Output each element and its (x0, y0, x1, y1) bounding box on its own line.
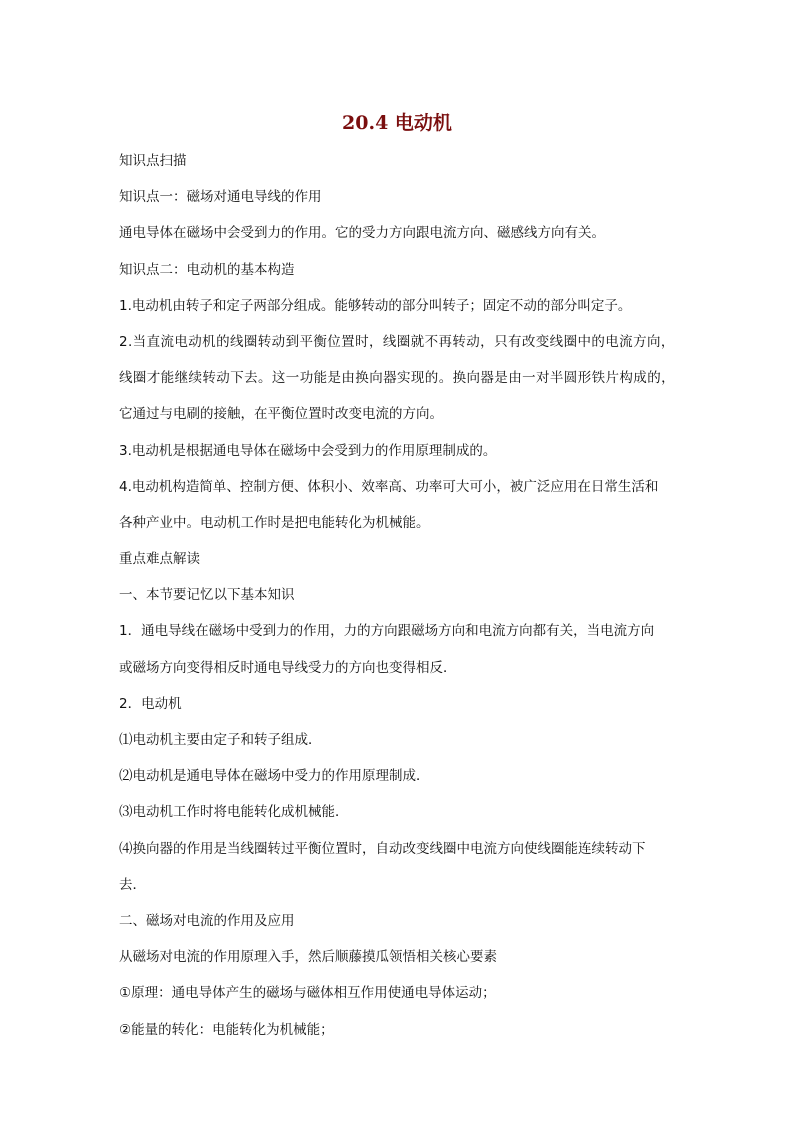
list-item: ①原理：通电导体产生的磁场与磁体相互作用使通电导体运动； (119, 985, 496, 1002)
paragraph-line: 通电导体在磁场中会受到力的作用。它的受力方向跟电流方向、磁感线方向有关。 (119, 225, 605, 242)
list-item: ⑶电动机工作时将电能转化成机械能． (119, 804, 349, 821)
paragraph-line: 线圈才能继续转动下去。这一功能是由换向器实现的。换向器是由一对半圆形铁片构成的， (119, 370, 675, 387)
section-heading-knowledge-scan: 知识点扫描 (119, 153, 187, 169)
subsection-heading: 一、本节要记忆以下基本知识 (119, 587, 295, 604)
paragraph-line: 2.当直流电动机的线圈转动到平衡位置时，线圈就不再转动，只有改变线圈中的电流方向， (119, 333, 675, 350)
paragraph-line: 1.电动机由转子和定子两部分组成。能够转动的部分叫转子；固定不动的部分叫定子。 (119, 297, 632, 314)
list-item-continuation: 去． (119, 876, 146, 893)
list-item: ⑵电动机是通电导体在磁场中受力的作用原理制成． (119, 768, 430, 785)
list-item: ⑴电动机主要由定子和转子组成． (119, 732, 322, 748)
knowledge-point-2-heading: 知识点二：电动机的基本构造 (119, 261, 295, 278)
list-item: ⑷换向器的作用是当线圈转过平衡位置时，自动改变线圈中电流方向使线圈能连续转动下 (119, 840, 646, 857)
document-body (119, 143, 689, 1048)
subsection-heading: 二、磁场对电流的作用及应用 (119, 912, 295, 929)
paragraph-line: 或磁场方向变得相反时通电导线受力的方向也变得相反． (119, 659, 457, 676)
list-item-heading: 2．电动机 (119, 695, 182, 712)
paragraph-line: 1．通电导线在磁场中受到力的作用，力的方向跟磁场方向和电流方向都有关，当电流方向 (119, 623, 655, 640)
knowledge-point-1-heading: 知识点一：磁场对通电导线的作用 (119, 189, 322, 206)
section-heading-key-points: 重点难点解读 (119, 551, 200, 568)
paragraph-line: 4.电动机构造简单、控制方便、体积小、效率高、功率可大可小，被广泛应用在日常生活和 (119, 478, 659, 495)
paragraph-line: 各种产业中。电动机工作时是把电能转化为机械能。 (119, 514, 430, 531)
paragraph-line: 3.电动机是根据通电导体在磁场中会受到力的作用原理制成的。 (119, 442, 497, 459)
list-item: ②能量的转化：电能转化为机械能； (119, 1021, 334, 1038)
paragraph-line: 从磁场对电流的作用原理入手，然后顺藤摸瓜领悟相关核心要素 (119, 949, 497, 966)
paragraph-line: 它通过与电刷的接触，在平衡位置时改变电流的方向。 (119, 406, 443, 423)
document-title: 20.4 电动机 (342, 112, 452, 134)
